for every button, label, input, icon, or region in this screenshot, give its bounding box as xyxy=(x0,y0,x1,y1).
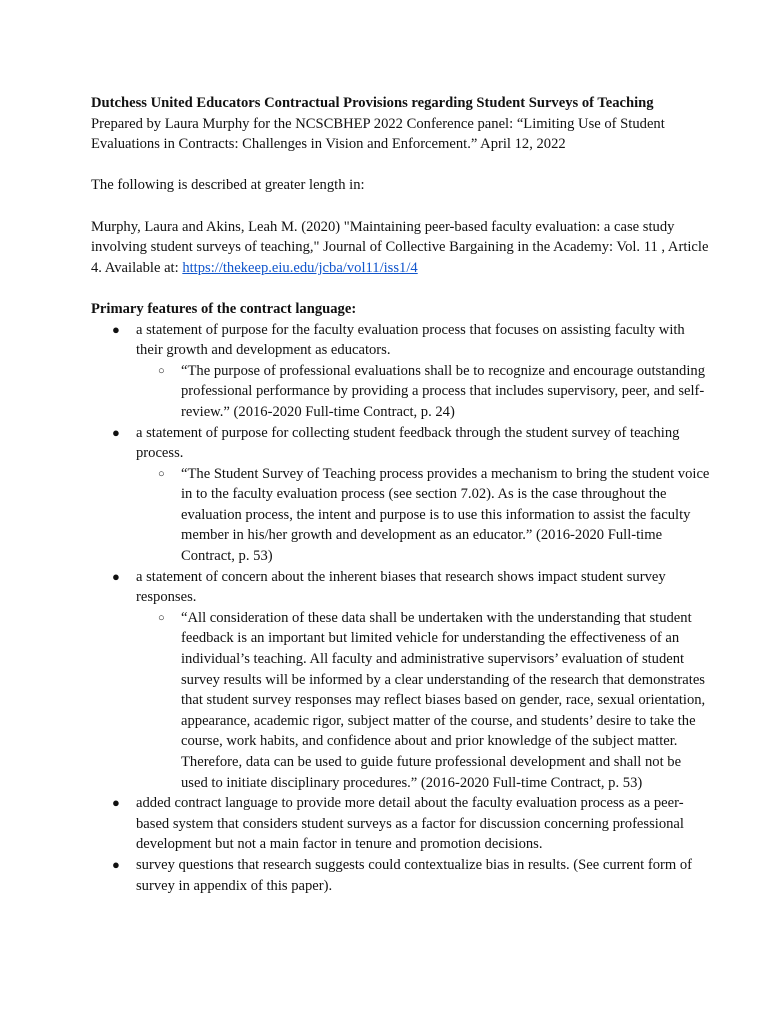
sub-list-item xyxy=(136,361,710,423)
sub-list-item xyxy=(136,464,710,567)
bullet-icon: ● xyxy=(112,568,120,584)
intro-text: The following is described at greater length in: xyxy=(91,177,365,194)
bullet-icon: ● xyxy=(112,795,120,811)
list-item xyxy=(91,793,710,855)
list-item-text: a statement of concern about the inherent biases that research shows impact student survey responses. xyxy=(136,568,666,606)
bullet-icon: ● xyxy=(112,424,120,440)
citation xyxy=(91,217,710,279)
citation-text: Murphy, Laura and Akins, Leah M. (2020) "Maintaining peer-based faculty evaluation: a case study involving student surveys of teaching," Journal of Collective Bargaining in the Academy: Vol. 11 , Article 4. Available at: xyxy=(91,218,709,276)
list-item xyxy=(91,320,710,423)
document-subtitle: Prepared by Laura Murphy for the NCSCBHEP 2022 Conference panel: “Limiting Use of Student Evaluations in Contracts: Challenges in Vision and Enforcement.” April 12, 2022 xyxy=(91,115,665,153)
section-heading: Primary features of the contract language: xyxy=(91,300,357,317)
sub-list xyxy=(136,464,710,567)
bullet-icon: ● xyxy=(112,321,120,337)
quote-text: “All consideration of these data shall be undertaken with the understanding that student feedback is an important but limited vehicle for understanding the effectiveness of an individual’s teaching. All faculty and administrative supervisors’ evaluation of student survey results will be informed by a clear understanding of the research that demonstrates that student survey responses may reflect biases based on gender, race, sexual orientation, appearance, academic rigor, subject matter of the course, and students’ desire to take the course, work habits, and confidence about and prior knowledge of the subject matter. Therefore, data can be used to guide future professional development and shall not be used to initiate disciplinary procedures.” (2016-2020 Full-time Contract, p. 53) xyxy=(181,609,706,791)
circle-bullet-icon: ○ xyxy=(158,467,165,480)
document-title: Dutchess United Educators Contractual Provisions regarding Student Surveys of Teaching xyxy=(91,95,654,111)
citation-link[interactable]: https://thekeep.eiu.edu/jcba/vol11/iss1/4 xyxy=(182,259,418,276)
list-item xyxy=(91,423,710,567)
circle-bullet-icon: ○ xyxy=(158,611,165,624)
spacer xyxy=(91,278,710,299)
sub-list-item xyxy=(136,608,710,793)
spacer xyxy=(91,155,710,176)
spacer xyxy=(91,196,710,217)
sub-list xyxy=(136,361,710,423)
circle-bullet-icon: ○ xyxy=(158,364,165,377)
list-item-text: a statement of purpose for collecting student feedback through the student survey of teaching process. xyxy=(136,424,680,462)
features-list xyxy=(91,320,710,897)
quote-text: “The Student Survey of Teaching process provides a mechanism to bring the student voice in to the faculty evaluation process (see section 7.02). As is the case throughout the evaluation process, the intent and purpose is to use this information to assist the faculty member in his/her growth and development as an educator.” (2016-2020 Full-time Contract, p. 53) xyxy=(181,465,710,565)
sub-list xyxy=(136,608,710,793)
bullet-icon: ● xyxy=(112,856,120,872)
list-item xyxy=(91,567,710,794)
list-item-text: a statement of purpose for the faculty evaluation process that focuses on assisting faculty with their growth and development as educators. xyxy=(136,321,685,359)
quote-text: “The purpose of professional evaluations shall be to recognize and encourage outstanding professional performance by providing a process that includes supervisory, peer, and self-review.” (2016-2020 Full-time Contract, p. 24) xyxy=(181,362,705,420)
list-item-text: added contract language to provide more detail about the faculty evaluation process as a peer-based system that considers student surveys as a factor for discussion concerning professional development but not a main factor in tenure and promotion decisions. xyxy=(136,795,684,853)
list-item-text: survey questions that research suggests could contextualize bias in results. (See current form of survey in appendix of this paper). xyxy=(136,856,693,894)
list-item xyxy=(91,855,710,896)
